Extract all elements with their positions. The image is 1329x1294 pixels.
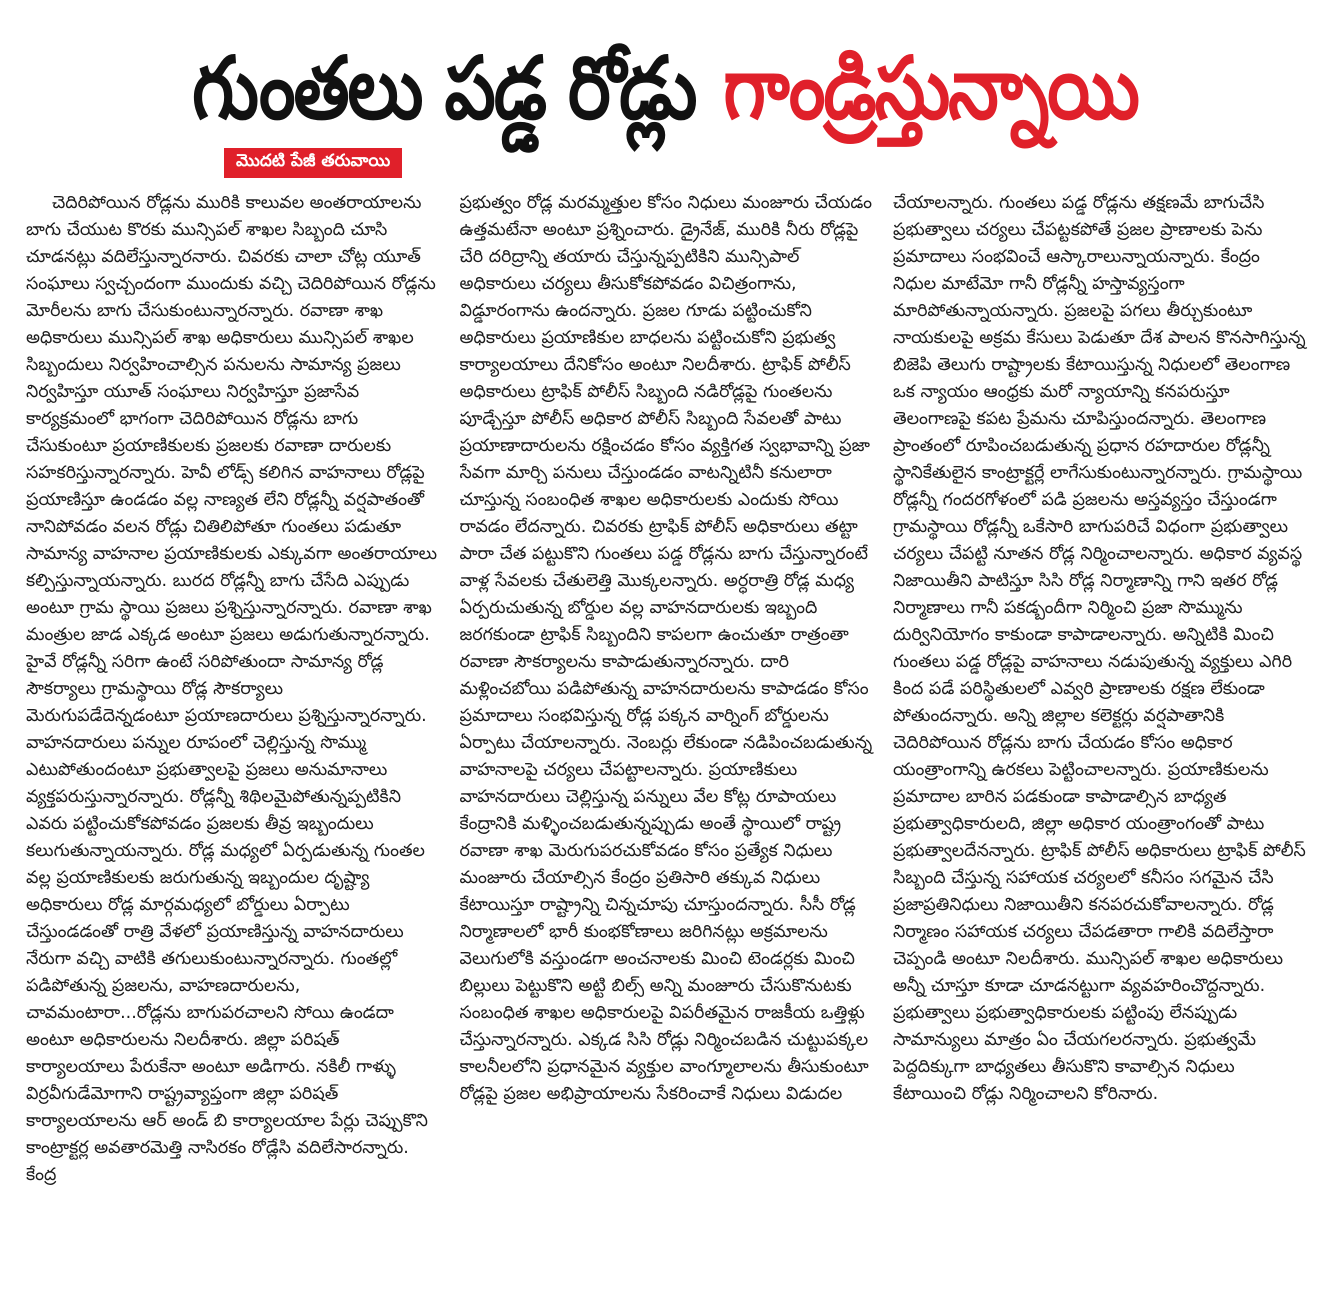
column-2-text: ప్రభుత్వం రోడ్ల మరమ్మత్తుల కోసం నిధులు మంజూరు చేయడం ఉత్తమటేనా అంటూ ప్రశ్నించారు. డ్రైనేజ్, మురికి నీరు రోడ్లపై చేరి దరిద్రాన్ని తయారు చేస్తున్నప్పటికిని మున్సిపాల్ అధికారులు చర్యలు తీసుకోకపోవడం విచిత్రంగాను, విడ్డూరంగాను ఉందన్నారు. ప్రజల గూడు పట్టించుకోని అధికారులు ప్రయాణికుల బాధలను పట్టించుకోని ప్రభుత్వ కార్యాలయాలు దేనికోసం అంటూ నిలదీశారు. ట్రాఫిక్ పోలీస్ అధికారులు ట్రాఫిక్ పోలీస్ సిబ్బంది నడిరోడ్లపై గుంతలను పూడ్చేస్తూ పోలీస్ అధికార పోలీస్ సిబ్బంది సేవలతో పాటు ప్రయాణాదారులను రక్షించడం కోసం వ్యక్తిగత స్వభావాన్ని ప్రజా సేవగా మార్చి పనులు చేస్తుండడం వాటన్నిటినీ కనులారా చూస్తున్న సంబంధిత శాఖల అధికారులకు ఎందుకు సోయి రావడం లేదన్నారు. చివరకు ట్రాఫిక్ పోలీస్ అధికారులు తట్టా పారా చేత పట్టుకొని గుంతలు పడ్డ రోడ్లను బాగు చేస్తున్నారంటే వాళ్ల సేవలకు చేతులెత్తి మొక్కలన్నారు. అర్ధరాత్రి రోడ్ల మధ్య ఏర్పరుచుతున్న బోర్డుల వల్ల వాహనదారులకు ఇబ్బంది జరగకుండా ట్రాఫిక్ సిబ్బందిని కాపలగా ఉంచుతూ రాత్రంతా రవాణా సౌకర్యాలను కాపాడుతున్నారన్నారు. దారి మళ్లించబోయి పడిపోతున్న వాహనదారులను కాపాడడం కోసం ప్రమాదాలు సంభవిస్తున్న రోడ్ల పక్కన వార్నింగ్ బోర్డులను ఏర్పాటు చేయాలన్నారు. నెంబర్లు లేకుండా నడిపించబడుతున్న వాహనాలపై చర్యలు చేపట్టాలన్నారు. ప్రయాణికులు వాహనదారులు చెల్లిస్తున్న పన్నులు వేల కోట్ల రూపాయలు కేంద్రానికి మళ్ళించబడుతున్నప్పుడు అంతే స్థాయిలో రాష్ట్ర రవాణా శాఖ మెరుగుపరచుకోవడం కోసం ప్రత్యేక నిధులు మంజూరు చేయాల్సిన కేంద్రం ప్రతిసారి తక్కువ నిధులు కేటాయిస్తూ రాష్ట్రాన్ని చిన్నచూపు చూస్తుందన్నారు. సీసీ రోడ్ల నిర్మాణాలలో భారీ కుంభకోణాలు జరిగినట్లు అక్రమాలను వెలుగులోకి వస్తుండగా అంచనాలకు మించి టెండర్లకు మించి బిల్లులు పెట్టుకొని అట్టి బిల్స్ అన్ని మంజూరు చేసుకొనుటకు సంబంధిత శాఖల అధికారులపై విపరీతమైన రాజకీయ ఒత్తిళ్లు చేస్తున్నారన్నారు. ఎక్కడ సిసి రోడ్లు నిర్మించబడిన చుట్టుపక్కల కాలనీలలోని ప్రధానమైన వ్యక్తుల వాంగ్మూలాలను తీసుకుంటూ రోడ్లపై ప్రజల అభిప్రాయాలను సేకరించాకే నిధులు విడుదల [459, 193, 873, 1104]
headline-black-part: గుంతలు పడ్డ రోడ్లు [192, 37, 696, 139]
article-column-2 [460, 190, 875, 1280]
column-3-text: చేయాలన్నారు. గుంతలు పడ్డ రోడ్లను తక్షణమే బాగుచేసి ప్రభుత్వాలు చర్యలు చేపట్టకపోతే ప్రజల ప్రాణాలకు పెను ప్రమాదాలు సంభవించే ఆస్కారాలున్నాయన్నారు. కేంద్రం నిధుల మాటేమో గానీ రోడ్లన్నీ హస్తావ్యస్తంగా మారిపోతున్నాయన్నారు. ప్రజలపై పగలు తీర్చుకుంటూ నాయకులపై అక్రమ కేసులు పెడుతూ దేశ పాలన కొనసాగిస్తున్న బిజెపి తెలుగు రాష్ట్రాలకు కేటాయిస్తున్న నిధులలో తెలంగాణ ఒక న్యాయం ఆంధ్రకు మరో న్యాయాన్ని కనపరుస్తూ తెలంగాణపై కపట ప్రేమను చూపిస్తుందన్నారు. తెలంగాణ ప్రాంతంలో రూపించబడుతున్న ప్రధాన రహదారుల రోడ్లన్నీ స్థానికేతులైన కాంట్రాక్టర్లే లాగేసుకుంటున్నారన్నారు. గ్రామస్థాయి రోడ్లన్నీ గందరగోళంలో పడి ప్రజలను అస్తవ్యస్తం చేస్తుండగా గ్రామస్థాయి రోడ్లన్నీ ఒకేసారి బాగుపరిచే విధంగా ప్రభుత్వాలు చర్యలు చేపట్టి నూతన రోడ్ల నిర్మించాలన్నారు. అధికార వ్యవస్థ నిజాయితీని పాటిస్తూ సిసి రోడ్ల నిర్మాణాన్ని గాని ఇతర రోడ్ల నిర్మాణాలు గానీ పకడ్బందీగా నిర్మించి ప్రజా సొమ్మును దుర్వినియోగం కాకుండా కాపాడాలన్నారు. అన్నిటికి మించి గుంతలు పడ్డ రోడ్లపై వాహనాలు నడుపుతున్న వ్యక్తులు ఎగిరి కింద పడే పరిస్థితులలో ఎవ్వరి ప్రాణాలకు రక్షణ లేకుండా పోతుందన్నారు. అన్ని జిల్లాల కలెక్టర్లు వర్షపాతానికి చెదిరిపోయిన రోడ్లను బాగు చేయడం కోసం అధికార యంత్రాంగాన్ని ఉరకలు పెట్టించాలన్నారు. ప్రయాణికులను ప్రమాదాల బారిన పడకుండా కాపాడాల్సిన బాధ్యత ప్రభుత్వాధికారులది, జిల్లా అధికార యంత్రాంగంతో పాటు ప్రభుత్వాలదేనన్నారు. ట్రాఫిక్ పోలీస్ అధికారులు ట్రాఫిక్ పోలీస్ సిబ్బంది చేస్తున్న సహాయక చర్యలలో కనీసం సగమైన చేసి ప్రజాప్రతినిధులు నిజాయితీని కనపరచుకోవాలన్నారు. రోడ్ల నిర్మాణం సహాయక చర్యలు చేపడతారా గాలికి వదిలేస్తారా చెప్పండి అంటూ నిలదీశారు. మున్సిపల్ శాఖల అధికారులు అన్నీ చూస్తూ కూడా చూడనట్టుగా వ్యవహరించొద్దన్నారు. ప్రభుత్వాలు ప్రభుత్వాధికారులకు పట్టింపు లేనప్పుడు సామాన్యులు మాత్రం ఏం చేయగలరన్నారు. ప్రభుత్వమే పెద్దదిక్కుగా బాధ్యతలు తీసుకొని కావాల్సిన నిధులు కేటాయించి రోడ్లు నిర్మించాలని కోరినారు. [893, 193, 1306, 1104]
column-1-text: చెదిరిపోయిన రోడ్లను మురికి కాలువల అంతరాయాలను బాగు చేయుట కొరకు మున్సిపల్ శాఖల సిబ్బంది చూసి చూడనట్లు వదిలేస్తున్నారనారు. చివరకు చాలా చోట్ల యూత్ సంఘాలు స్వచ్చందంగా ముందుకు వచ్చి చెదిరిపోయిన రోడ్లను మోరీలను బాగు చేసుకుంటున్నారన్నారు. రవాణా శాఖ అధికారులు మున్సిపల్ శాఖ అధికారులు మున్సిపల్ శాఖల సిబ్బందులు నిర్వహించాల్సిన పనులను సామాన్య ప్రజలు నిర్వహిస్తూ యూత్ సంఘాలు నిర్వహిస్తూ ప్రజాసేవ కార్యక్రమంలో భాగంగా చెదిరిపోయిన రోడ్లను బాగు చేసుకుంటూ ప్రయాణికులకు ప్రజలకు రవాణా దారులకు సహకరిస్తున్నారన్నారు. హెవీ లోడ్స్ కలిగిన వాహనాలు రోడ్లపై ప్రయాణిస్తూ ఉండడం వల్ల నాణ్యత లేని రోడ్లన్నీ వర్షపాతంతో నానిపోవడం వలన రోడ్లు చితిలిపోతూ గుంతలు పడుతూ సామాన్య వాహనాల ప్రయాణికులకు ఎక్కువగా అంతరాయాలు కల్పిస్తున్నాయన్నారు. బురద రోడ్లన్నీ బాగు చేసేది ఎప్పుడు అంటూ గ్రామ స్థాయి ప్రజలు ప్రశ్నిస్తున్నారన్నారు. రవాణా శాఖ మంత్రుల జాడ ఎక్కడ అంటూ ప్రజలు అడుగుతున్నారన్నారు. హైవే రోడ్లన్నీ సరిగా ఉంటే సరిపోతుందా సామాన్య రోడ్ల సౌకర్యాలు గ్రామస్థాయి రోడ్ల సౌకర్యాలు మెరుగుపడేదెన్నడంటూ ప్రయాణదారులు ప్రశ్నిస్తున్నారన్నారు. వాహనదారులు పన్నుల రూపంలో చెల్లిస్తున్న సొమ్ము ఎటుపోతుందంటూ ప్రభుత్వాలపై ప్రజలు అనుమానాలు వ్యక్తపరుస్తున్నారన్నారు. రోడ్లన్నీ శిథిలమైపోతున్నప్పటికిని ఎవరు పట్టించుకోకపోవడం ప్రజలకు తీవ్ర ఇబ్బందులు కలుగుతున్నాయన్నారు. రోడ్ల మధ్యలో ఏర్పడుతున్న గుంతల వల్ల ప్రయాణికులకు జరుగుతున్న ఇబ్బందుల దృష్ట్యా అధికారులు రోడ్ల మార్గమధ్యలో బోర్డులు ఏర్పాటు చేస్తుండడంతో రాత్రి వేళలో ప్రయాణిస్తున్న వాహనదారులు నేరుగా వచ్చి వాటికి తగులుకుంటున్నారన్నారు. గుంతల్లో పడిపోతున్న ప్రజలను, వాహణదారులను, చావమంటారా...రోడ్లను బాగుపరచాలని సోయి ఉండదా అంటూ అధికారులను నిలదీశారు. జిల్లా పరిషత్ కార్యాలయాలు పేరుకేనా అంటూ అడిగారు. నకిలీ గాళ్ళు విర్రవీగుడేమోగాని రాష్ట్రవ్యాప్తంగా జిల్లా పరిషత్ కార్యాలయాలను ఆర్ అండ్ బి కార్యాలయాల పేర్లు చెప్పుకొని కాంట్రాక్టర్ల అవతారమెత్తి నాసిరకం రోడ్లేసి వదిలేసారన్నారు. కేంద్ర [26, 193, 438, 1185]
continuation-tag: మొదటి పేజీ తరువాయి [224, 148, 402, 178]
article-column-1 [26, 190, 441, 1280]
headline-red-part: గాండ్రిస్తున్నాయి [723, 37, 1138, 139]
article-column-3 [893, 190, 1308, 1280]
headline [30, 4, 1300, 172]
article-body [26, 190, 1308, 1280]
